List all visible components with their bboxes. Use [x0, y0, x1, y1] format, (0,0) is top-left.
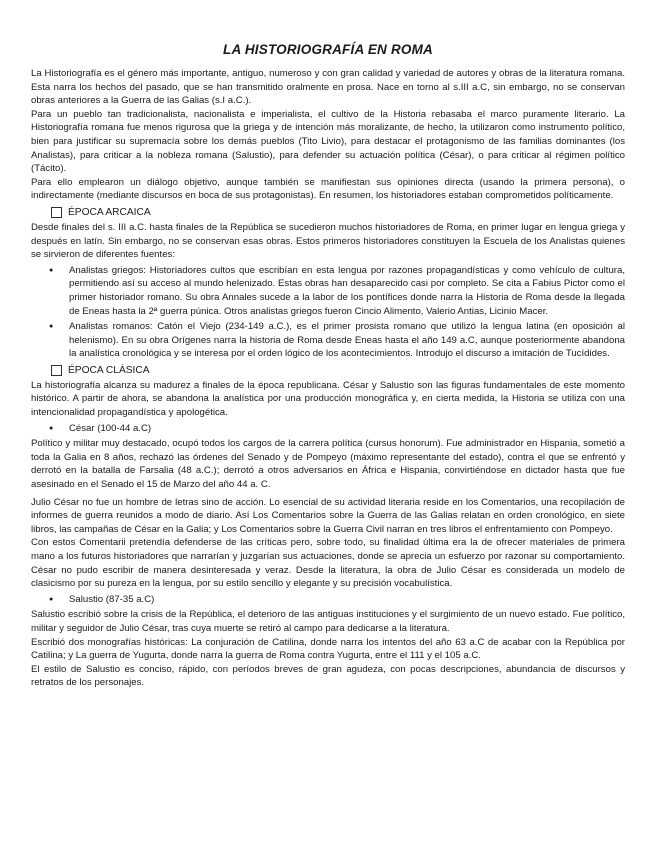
- intro-paragraph: Para ello emplearon un diálogo objetivo, aunque también se manifiestan sus opiniones directa (usando la primera persona), o indirectamente (mediante discursos en boca de sus protagonistas). En resumen, los historiadores estaban comprometidos políticamente.: [31, 176, 625, 202]
- document-title: LA HISTORIOGRAFÍA EN ROMA: [223, 42, 433, 57]
- section-heading-label: ÉPOCA ARCAICA: [68, 206, 151, 218]
- section-heading-label: ÉPOCA CLÁSICA: [68, 364, 150, 376]
- section-heading-clasica: [51, 364, 625, 378]
- list-item: ● Analistas griegos: Historiadores cultos que escribían en esta lengua por razones propagandísticas y como vehículo de cultura, permitiendo así su acceso al mundo helenizado. Estas obras han desaparecido casi por completo. Se cita a Fabius Pictor como el primer historiador romano. Su obra Annales sucede a la labor de los pontífices donde narra la Historia de Roma desde la llegada de Eneas hasta la 2ª guerra púnica. Otros analistas griegos fueron Cincio Alimento, Valerio Antias, Licinio Macer.: [69, 264, 625, 318]
- document-page: [31, 42, 625, 690]
- intro-paragraph: Para un pueblo tan tradicionalista, nacionalista e imperialista, el cultivo de la Historia rebasaba el marco puramente literario. La Historiografía romana fue menos rigurosa que la griega y de intención más moralizante, de hecho, la utilizaron como instrumento político, bien para justificar su supremacía sobre los demás pueblos (Tito Livio), para destacar el protagonismo de las familias dominantes (los Analistas), para criticar a la nobleza romana (Salustio), para defender su actuación política (César), o para criticar al régimen político (Tácito).: [31, 108, 625, 175]
- checkbox-icon[interactable]: [51, 207, 62, 218]
- salustio-paragraph: Salustio escribió sobre la crisis de la República, el deterioro de las antiguas instituciones y el surgimiento de un nuevo estado. Fue político, militar y seguidor de Julio César, tras cuya muerte se retiró al campo para dedicarse a la literatura.: [31, 609, 625, 634]
- author-heading-salustio: ● Salustio (87-35 a.C): [31, 593, 625, 607]
- salustio-paragraph: Escribió dos monografías históricas: La conjuración de Catilina, donde narra los intentos del año 63 a.C de acabar con la República por Catilina; y La guerra de Yugurta, donde narra la guerra de Roma contra Yugurta, entre el 111 y el 105 a.C.: [31, 636, 625, 662]
- arcaica-paragraph: Desde finales del s. III a.C. hasta finales de la República se sucedieron muchos historiadores de Roma, en primer lugar en lengua griega y después en latín. Sin embargo, no se conservan esas obras. Estos primeros historiadores constituyen la Escuela de los Analistas quienes se sirvieron de diferentes fuentes:: [31, 221, 625, 261]
- section-heading-arcaica: [51, 206, 625, 220]
- list-item: ● Analistas romanos: Catón el Viejo (234-149 a.C.), es el primer prosista romano que utilizó la lengua latina (en oposición al helenismo). En su obra Orígenes narra la historia de Roma desde Eneas hasta el año 149 a.C, aunque posteriormente abandona la analística cronológica y se interesa por el orden lógico de los acontecimientos. Introdujo el discurso a imitación de Tucídides.: [69, 320, 625, 361]
- intro-paragraph: La Historiografía es el género más importante, antiguo, numeroso y con gran calidad y variedad de autores y obras de la literatura romana. Esta narra los hechos del pasado, que se han transmitido oralmente en prosa. Nace en torno al s.III a.C, sin embargo, no se conservan obras anteriores a la Guerra de las Galias (s.I a.C.).: [31, 68, 625, 107]
- author-heading-cesar: ● César (100-44 a.C): [31, 422, 625, 436]
- clasica-paragraph: La historiografía alcanza su madurez a finales de la época republicana. César y Salustio son las figuras fundamentales de este momento histórico. A partir de ahora, se abandona la analística por una producción monográfica y, en cierta medida, la Historia se utiliza con una intencionalidad propagandística y apologética.: [31, 379, 625, 419]
- cesar-paragraph: Político y militar muy destacado, ocupó todos los cargos de la carrera política (cursus honorum). Fue administrador en Hispania, sometió a toda la Galia en 8 años, rechazó las órdenes del Senado y de Pompeyo (máximo representante del estado), contra el que se enfrentó y derrotó en la batalla de Farsalia (48 a.C.); derrotó a otros adversarios en África e Hispania, convirtiéndose en dictador hasta que fue asesinado en el Senado el 15 de Marzo del año 44 a. C.: [31, 438, 625, 491]
- cesar-paragraph: Con estos Comentarii pretendía defenderse de las críticas pero, sobre todo, su finalidad última era la de ofrecer materiales de primera mano a los futuros historiadores que narrarían y juzgarían sus actuaciones, donde se aprecia un esfuerzo por razonar su comportamiento. César no pudo escribir de manera desinteresada y veraz. Desde la literatura, la obra de Julio César es considerada un modelo de clasicismo por su pureza en la lengua, por su estilo sencillo y elegante y su precisión vocabulística.: [31, 537, 625, 590]
- cesar-paragraph: Julio César no fue un hombre de letras sino de acción. Lo esencial de su actividad literaria reside en los Comentarios, una recopilación de informes de guerra reunidos a modo de diario. Así Los Comentarios sobre la Guerra de las Galias relatan en orden cronológico, en siete libros, las campañas de César en la Galia; y Los Comentarios sobre la Guerra Civil narran en tres libros el enfrentamiento con Pompeyo.: [31, 496, 625, 535]
- arcaica-bullet-list: [31, 264, 625, 361]
- checkbox-icon[interactable]: [51, 365, 62, 376]
- salustio-paragraph: El estilo de Salustio es conciso, rápido, con períodos breves de gran agudeza, con pocas descripciones, abundancia de discursos y retratos de los personajes.: [31, 663, 625, 689]
